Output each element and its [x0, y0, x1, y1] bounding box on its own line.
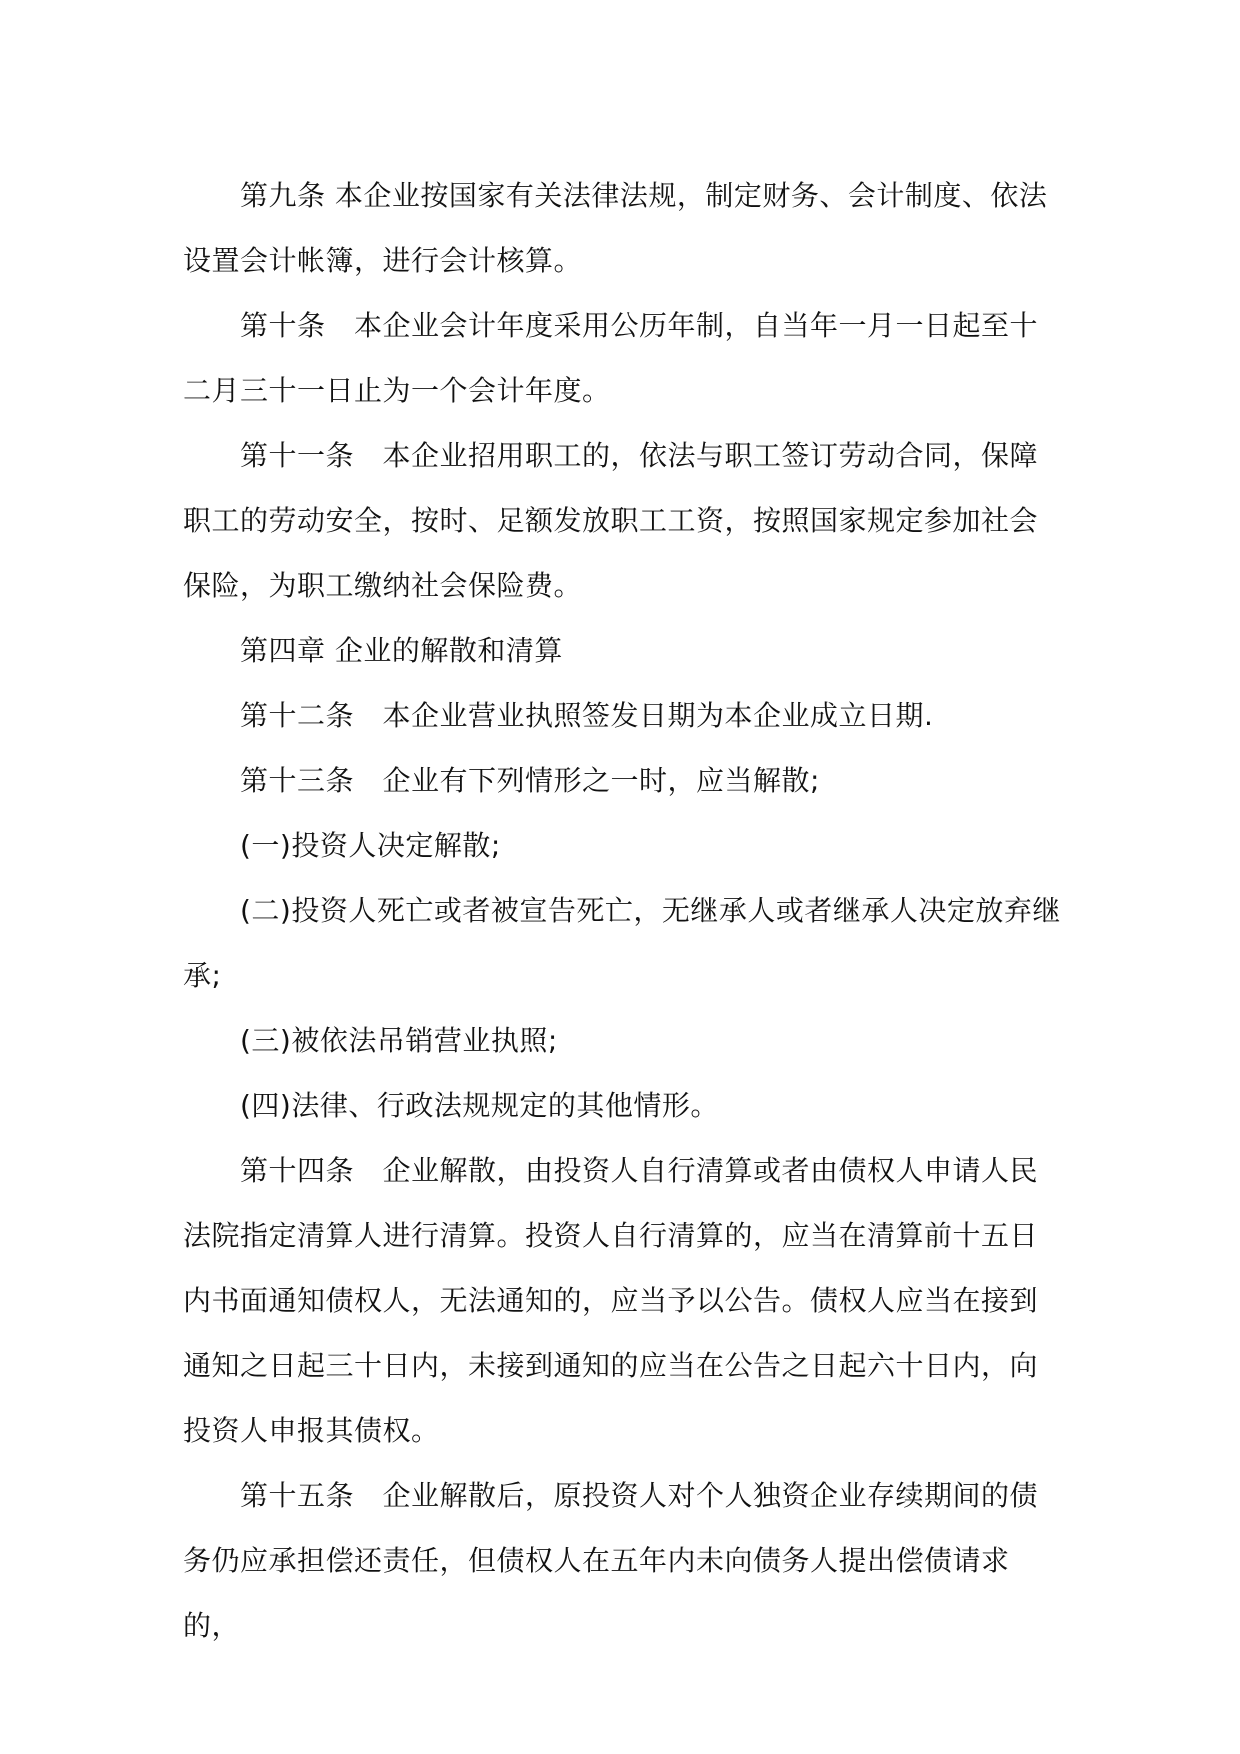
article-15: 第十五条 企业解散后，原投资人对个人独资企业存续期间的债务仍应承担偿还责任，但债权人在五年内未向债务人提出偿债请求的， — [183, 1479, 1039, 1642]
article-10: 第十条 本企业会计年度采用公历年制，自当年一月一日起至十二月三十一日止为一个会计年度。 — [183, 309, 1039, 407]
chapter-4-heading: 第四章 企业的解散和清算 — [240, 634, 563, 667]
article-14: 第十四条 企业解散，由投资人自行清算或者由债权人申请人民法院指定清算人进行清算。投资人自行清算的，应当在清算前十五日内书面通知债权人，无法通知的，应当予以公告。债权人应当在接到通知之日起三十日内，未接到通知的应当在公告之日起六十日内，向投资人申报其债权。 — [183, 1154, 1039, 1447]
article-13-item-3: (三)被依法吊销营业执照; — [240, 1024, 558, 1057]
article-13-item-1: (一)投资人决定解散; — [240, 829, 501, 862]
article-9: 第九条 本企业按国家有关法律法规，制定财务、会计制度、依法设置会计帐簿，进行会计核算。 — [183, 179, 1048, 277]
article-11: 第十一条 本企业招用职工的，依法与职工签订劳动合同，保障职工的劳动安全，按时、足额发放职工工资，按照国家规定参加社会保险，为职工缴纳社会保险费。 — [183, 439, 1039, 602]
document-body — [183, 163, 1063, 1658]
article-13-item-4: (四)法律、行政法规规定的其他情形。 — [240, 1089, 719, 1122]
article-13: 第十三条 企业有下列情形之一时，应当解散; — [240, 764, 820, 797]
article-13-item-2: (二)投资人死亡或者被宣告死亡，无继承人或者继承人决定放弃继承; — [183, 894, 1061, 992]
article-12: 第十二条 本企业营业执照签发日期为本企业成立日期. — [240, 699, 934, 732]
